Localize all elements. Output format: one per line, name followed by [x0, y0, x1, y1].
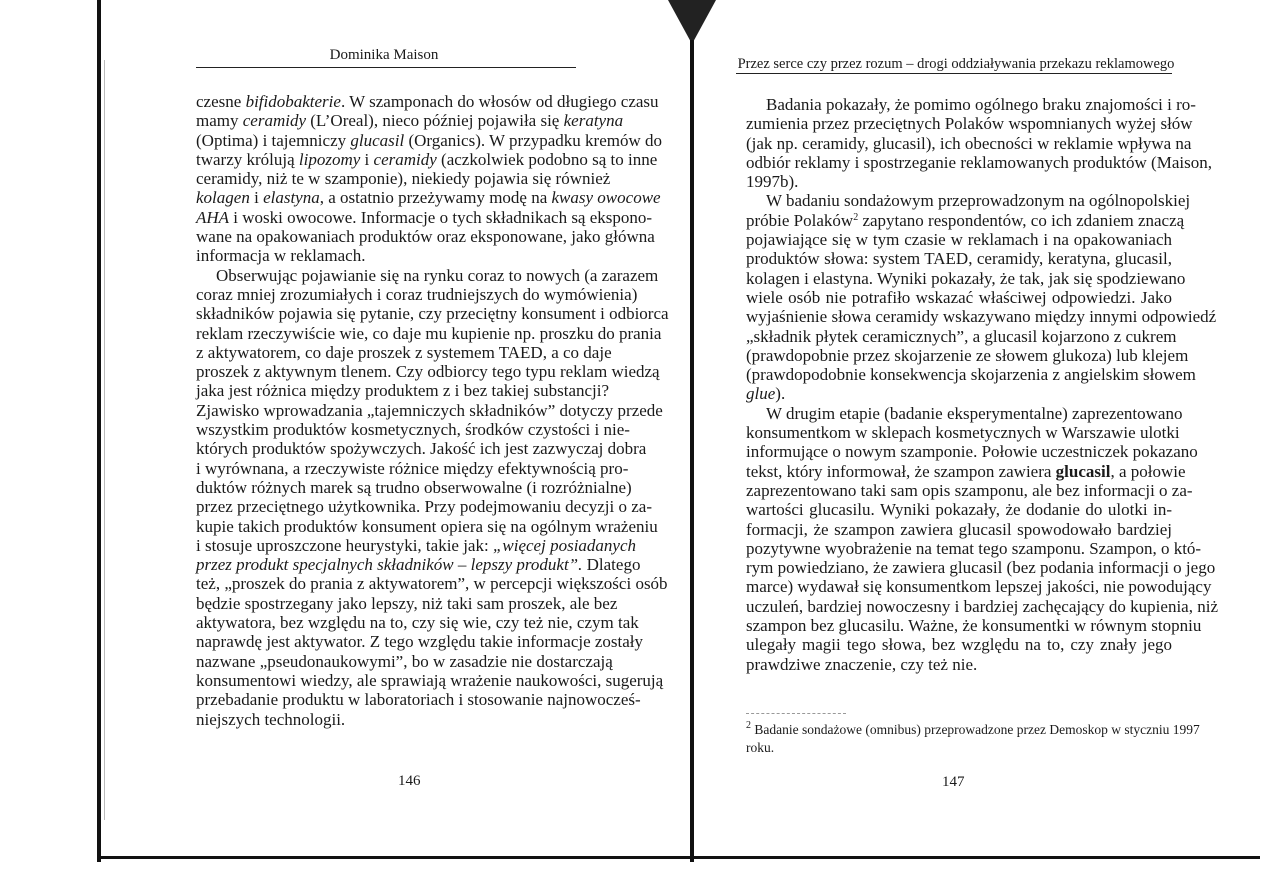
text-line	[196, 632, 644, 652]
text-run: Zjawisko wprowadzania „tajemniczych składników” dotyczy przede	[196, 400, 663, 420]
footnote-marker: 2	[853, 211, 859, 223]
text-run: Obserwując pojawianie się na rynku coraz to nowych (a zarazem	[216, 265, 659, 285]
italic-term: kwasy owocowe	[551, 188, 661, 208]
text-line	[196, 111, 624, 131]
scan-edge-bottom	[100, 856, 1260, 859]
text-run: wiele osób nie potrafiło wskazać właściwej odpowiedzi. Jako	[746, 287, 1172, 307]
text-line	[746, 230, 1172, 249]
text-run: i	[249, 188, 264, 208]
italic-term: lipozomy	[298, 149, 361, 169]
text-run: tekst, który informował, że szampon zawiera	[746, 461, 1056, 481]
text-run: mamy	[196, 111, 243, 131]
text-line	[746, 538, 1202, 558]
text-run: , a ostatnio przeżywamy modę na	[319, 188, 552, 208]
italic-term: ceramidy	[242, 111, 307, 131]
text-line	[746, 520, 1172, 539]
text-line	[746, 635, 1172, 654]
text-run: i woski owocowe. Informacje o tych składnikach są ekspono-	[229, 207, 653, 227]
text-line	[196, 246, 572, 265]
text-run: formacji, że szampon zawiera glucasil spowodowało bardziej	[746, 519, 1172, 539]
text-run: pozytywne wyobrażenie na temat tego szamponu. Szampon, o któ-	[746, 538, 1202, 558]
text-line	[746, 558, 1216, 578]
text-line	[746, 655, 1172, 674]
text-line	[746, 345, 1189, 365]
text-run: proszek z aktywnym tlenem. Czy odbiorcy tego typu reklam wiedzą	[196, 362, 660, 382]
text-run: odbiór reklamy i spostrzeganie reklamowanych produktów (Maison,	[746, 152, 1212, 172]
text-run: będzie spostrzegany jako lepszy, niż taki sam proszek, ale bez	[196, 593, 618, 613]
text-line	[746, 596, 1218, 616]
text-run: roku.	[746, 740, 775, 755]
text-line	[196, 458, 629, 478]
text-run: pojawiające się w tym czasie w reklamach i na opakowaniach	[746, 230, 1172, 250]
text-run: też, „proszek do prania z aktywatorem”, w percepcji większości osób	[196, 574, 668, 594]
text-line	[196, 670, 664, 690]
text-line	[746, 307, 1217, 327]
text-run: (aczkolwiek podobno są to inne	[436, 149, 658, 169]
text-line	[746, 442, 1198, 462]
text-line	[196, 381, 610, 401]
text-run: ).	[775, 384, 786, 404]
text-run: wszystkim produktów kosmetycznych, środków czystości i nie-	[196, 420, 630, 440]
text-line	[196, 284, 638, 304]
text-line	[746, 461, 1186, 481]
text-run: i stosuje uproszczone heurystyki, takie jak:	[196, 535, 493, 555]
text-line	[196, 613, 639, 633]
text-line	[196, 265, 659, 285]
text-line	[196, 169, 611, 189]
text-line	[196, 304, 669, 324]
text-run: produktów słowa: system TAED, ceramidy, keratyna, glucasil,	[746, 249, 1172, 269]
text-line	[746, 403, 1183, 423]
left-page-number: 146	[398, 773, 421, 789]
text-line	[196, 497, 652, 517]
text-line	[196, 477, 632, 497]
text-run: uczuleń, bardziej nowoczesny i bardziej zachęcający do kupienia, niż	[746, 596, 1218, 616]
text-run: (jak np. ceramidy, glucasil), ich obecności w reklamie wpływa na	[746, 133, 1192, 153]
text-run: przez przeciętnego użytkownika. Przy podejmowaniu decyzji o za-	[196, 497, 652, 517]
right-page-body	[746, 95, 1218, 674]
text-run: W drugim etapie (badanie eksperymentalne) zaprezentowano	[766, 403, 1183, 423]
text-run: i	[360, 149, 374, 169]
text-run: próbie Polaków	[746, 210, 854, 230]
text-line	[746, 739, 1172, 757]
text-run: Badanie sondażowe (omnibus) przeprowadzone przez Demoskop w styczniu 1997	[751, 722, 1200, 737]
text-run: W badaniu sondażowym przeprowadzonym na ogólnopolskiej	[766, 191, 1191, 211]
text-line	[196, 420, 630, 440]
text-run: szampon bez glucasilu. Ważne, że konsumentki w równym stopniu	[746, 616, 1202, 636]
text-run: Badania pokazały, że pomimo ogólnego braku znajomości i ro-	[766, 95, 1196, 114]
text-line	[196, 188, 661, 208]
text-run: (Optima) i tajemniczy	[196, 130, 351, 150]
text-run: rym powiedziano, że zawiera glucasil (bez podania informacji o jego	[746, 558, 1216, 578]
text-line	[746, 95, 1196, 114]
text-run: (Organics). W przypadku kremów do	[404, 130, 662, 150]
scan-edge-left	[97, 0, 101, 862]
text-run: wartości glucasilu. Wyniki pokazały, że dodanie do ulotki in-	[746, 500, 1172, 520]
footnote-marker: 2	[746, 720, 751, 731]
text-line	[746, 133, 1192, 153]
text-run: zaprezentowano taki sam opis szamponu, ale bez informacji o za-	[746, 480, 1193, 500]
text-line	[196, 690, 641, 710]
italic-term: elastyna	[263, 188, 320, 208]
text-line	[746, 288, 1172, 307]
text-run: zapytano respondentów, co ich zdaniem znaczą	[858, 210, 1185, 230]
text-run: duktów różnych marek są trudno obserwowalne (i rozróżnialne)	[196, 477, 632, 497]
left-head-rule	[196, 67, 576, 68]
text-line	[196, 651, 613, 671]
text-line	[746, 616, 1202, 636]
text-line	[746, 249, 1172, 268]
italic-term: keratyna	[563, 111, 624, 131]
text-run: 1997b).	[746, 172, 799, 192]
book-binding-shadow	[668, 0, 716, 44]
text-run: naprawdę jest aktywator. Z tego względu takie informacje zostały	[196, 632, 644, 652]
text-line	[746, 210, 1185, 230]
italic-term: kolagen	[196, 188, 250, 208]
text-run: składników pojawia się pytanie, czy przeciętny konsument i odbiorca	[196, 304, 669, 324]
text-run: jaka jest różnica między produktem z i bez takiej substancji?	[196, 381, 610, 401]
text-run: konsumentowi wiedzy, ale sprawiają wrażenie naukowości, sugerują	[196, 670, 664, 690]
text-line	[746, 500, 1172, 519]
text-run: konsumentkom w sklepach kosmetycznych w Warszawie ulotki	[746, 423, 1180, 443]
text-run: czesne	[196, 92, 246, 111]
italic-term: „więcej posiadanych	[492, 535, 637, 555]
text-run: (prawdopodobnie konsekwencja skojarzenia z angielskim słowem	[746, 365, 1196, 385]
footnote-separator	[746, 713, 846, 714]
text-line	[746, 172, 1172, 191]
italic-term: przez produkt specjalnych składników – lepszy produkt”.	[196, 555, 583, 575]
right-page-number: 147	[942, 774, 965, 790]
text-run: (L’Oreal), nieco później pojawiła się	[306, 111, 564, 131]
text-line	[196, 342, 612, 362]
text-run: marce) wydawał się konsumentkom lepszej jakości, nie powodujący	[746, 577, 1212, 597]
text-run: Dlatego	[582, 555, 641, 575]
text-line	[196, 149, 658, 169]
text-line	[746, 384, 1172, 403]
italic-term: glue	[746, 384, 776, 404]
text-run: ceramidy, niż te w szamponie), niekiedy pojawia się również	[196, 169, 611, 189]
book-binding	[690, 40, 694, 862]
text-line	[746, 720, 1200, 739]
text-run: (prawdopobnie przez skojarzenie ze słowem glukoza) lub klejem	[746, 345, 1189, 365]
text-run: reklam rzeczywiście wie, co daje mu kupienie np. proszku do prania	[196, 323, 662, 343]
right-head-rule	[736, 73, 1172, 74]
text-line	[196, 92, 659, 111]
text-line	[196, 323, 662, 343]
italic-term: glucasil	[350, 130, 405, 150]
text-line	[196, 555, 641, 575]
text-run: i wyrównana, a rzeczywiste różnice między efektywnością pro-	[196, 458, 629, 478]
text-line	[196, 439, 647, 459]
text-run: wyjaśnienie słowa ceramidy wskazywano między innymi odpowiedź	[746, 307, 1217, 327]
text-run: prawdziwe znaczenie, czy też nie.	[746, 654, 978, 674]
text-line	[196, 400, 663, 420]
text-run: nazwane „pseudonaukowymi”, bo w zasadzie nie dostarczają	[196, 651, 613, 671]
text-line	[196, 710, 572, 729]
text-run: wane na opakowaniach produktów oraz eksponowane, jako główna	[196, 227, 655, 247]
text-run: których produktów spożywczych. Jakość ich jest zazwyczaj dobra	[196, 439, 647, 459]
text-line	[746, 114, 1193, 134]
text-run: , a połowie	[1110, 461, 1186, 481]
text-run: kolagen i elastyna. Wyniki pokazały, że tak, jak się spodziewano	[746, 268, 1186, 288]
text-run: informujące o nowym szamponie. Połowie uczestniczek pokazano	[746, 442, 1198, 462]
text-line	[746, 577, 1212, 597]
text-run: informacja w reklamach.	[196, 246, 366, 266]
text-line	[196, 227, 655, 247]
italic-term: bifidobakterie	[245, 92, 341, 111]
text-line	[746, 480, 1193, 500]
text-line	[746, 191, 1191, 211]
bold-term: glucasil	[1055, 461, 1111, 481]
text-run: kupie takich produktów konsument opiera się na ogólnym wrażeniu	[196, 516, 658, 536]
right-running-head: Przez serce czy przez rozum – drogi oddziaływania przekazu reklamowego	[737, 56, 1175, 72]
text-line	[196, 574, 668, 594]
text-run: twarzy królują	[196, 149, 299, 169]
text-line	[196, 516, 658, 536]
italic-term: ceramidy	[373, 149, 437, 169]
text-run: aktywatora, bez względu na to, czy się wie, czy też nie, czym tak	[196, 613, 639, 633]
text-line	[746, 423, 1180, 443]
scan-edge-shadow	[104, 60, 105, 820]
text-run: . W szamponach do włosów od długiego czasu	[340, 92, 659, 111]
text-line	[196, 593, 618, 613]
text-line	[746, 152, 1212, 172]
text-run: ulegały magii tego słowa, bez względu na to, czy znały jego	[746, 635, 1172, 655]
footnote	[746, 720, 1200, 757]
text-line	[196, 207, 653, 227]
text-run: niejszych technologii.	[196, 709, 346, 729]
text-line	[196, 130, 662, 150]
left-running-head: Dominika Maison	[329, 47, 439, 63]
text-line	[196, 535, 637, 555]
text-line	[746, 365, 1196, 385]
text-run: z aktywatorem, co daje proszek z systemem TAED, a co daje	[196, 342, 612, 362]
text-run: zumienia przez przeciętnych Polaków wspomnianych wyżej słów	[746, 114, 1193, 134]
text-line	[746, 268, 1186, 288]
text-run: „składnik płytek ceramicznych”, a glucasil kojarzono z cukrem	[746, 326, 1177, 346]
text-run: coraz mniej zrozumiałych i coraz trudniejszych do wymówienia)	[196, 284, 638, 304]
text-line	[746, 326, 1177, 346]
italic-term: AHA	[196, 207, 230, 227]
text-line	[196, 362, 660, 382]
left-page-body	[196, 92, 669, 729]
text-run: przebadanie produktu w laboratoriach i stosowanie najnowocześ-	[196, 690, 641, 710]
